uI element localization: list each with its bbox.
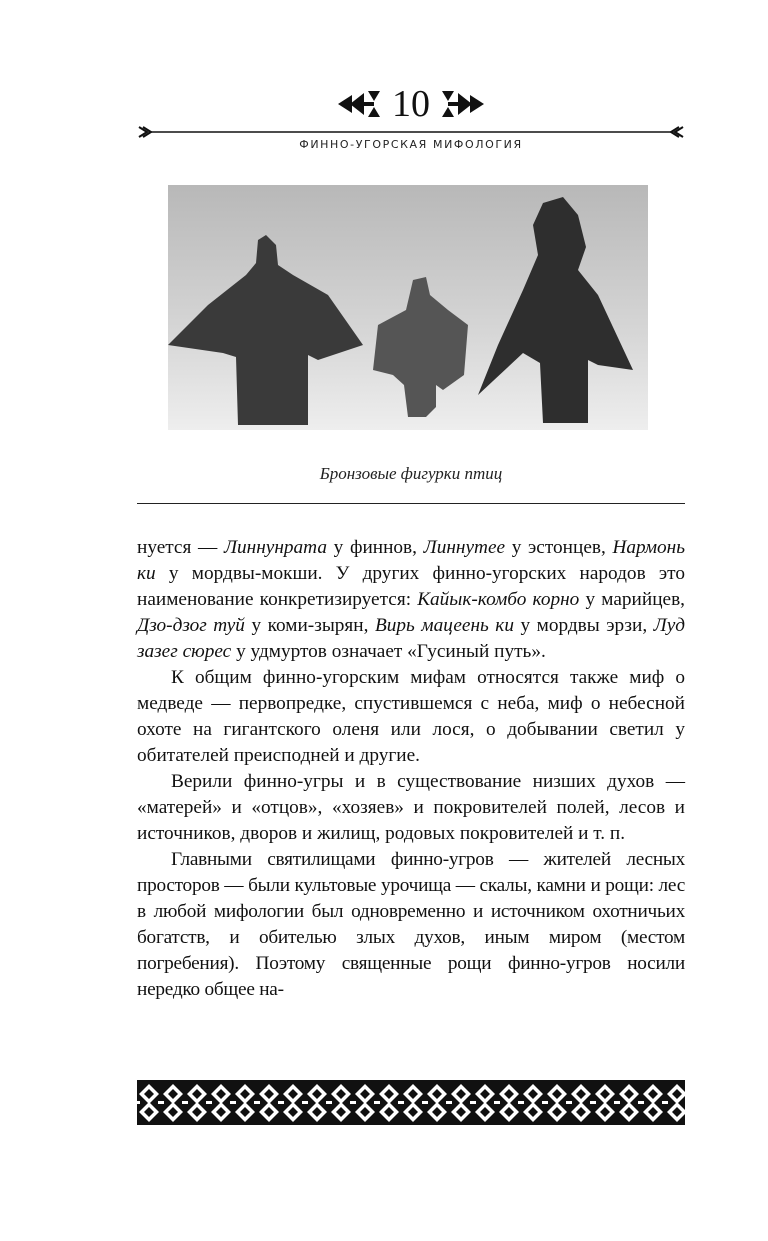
paragraph-1: нуется — Линнунрата у финнов, Линнутее у эстонцев, Нармонь ки у мордвы-мокши. У других финно-угорских народов это наименование конкретизируется: Кайык-комбо корно у марийцев, Дзо-дзог туй у коми-зырян, Вирь мацеень ки у мордвы эрзи, Луд зазег сюрес у удмуртов означает «Гусиный путь». bbox=[137, 537, 685, 662]
right-ornament-icon bbox=[440, 89, 484, 119]
body-text bbox=[137, 535, 685, 1003]
page-number-block bbox=[137, 82, 685, 126]
paragraph-3: Верили финно-угры и в существование низших духов — «матерей» и «отцов», «хозяев» и покровителей полей, лесов и источников, дворов и жилищ, родовых покровителей и т. п. bbox=[137, 771, 685, 844]
running-title: ФИННО-УГОРСКАЯ МИФОЛОГИЯ bbox=[299, 138, 523, 151]
bird-figurines-photo bbox=[168, 185, 648, 430]
header-rule bbox=[137, 126, 685, 138]
paragraph-4: Главными святилищами финно-угров — жителей лесных просторов — были культовые урочища — скалы, камни и рощи: лес в любой мифологии был одновременно и источником охотничьих богатств, и обителью злых духов, иным миром (местом погребения). Поэтому священные рощи финно-угров носили нередко общее на- bbox=[137, 849, 685, 1000]
figure-caption: Бронзовые фигурки птиц bbox=[319, 464, 503, 483]
page-header bbox=[137, 82, 685, 152]
page-number: 10 bbox=[392, 83, 430, 125]
footer-ornament-band bbox=[137, 1080, 685, 1125]
caption-rule bbox=[137, 503, 685, 504]
left-ornament-icon bbox=[338, 89, 382, 119]
paragraph-2: К общим финно-угорским мифам относятся также миф о медведе — первопредке, спустившемся с неба, миф о небесной охоте на гигантского оленя или лося, о добывании светил у обитателей преисподней и другие. bbox=[137, 667, 685, 766]
